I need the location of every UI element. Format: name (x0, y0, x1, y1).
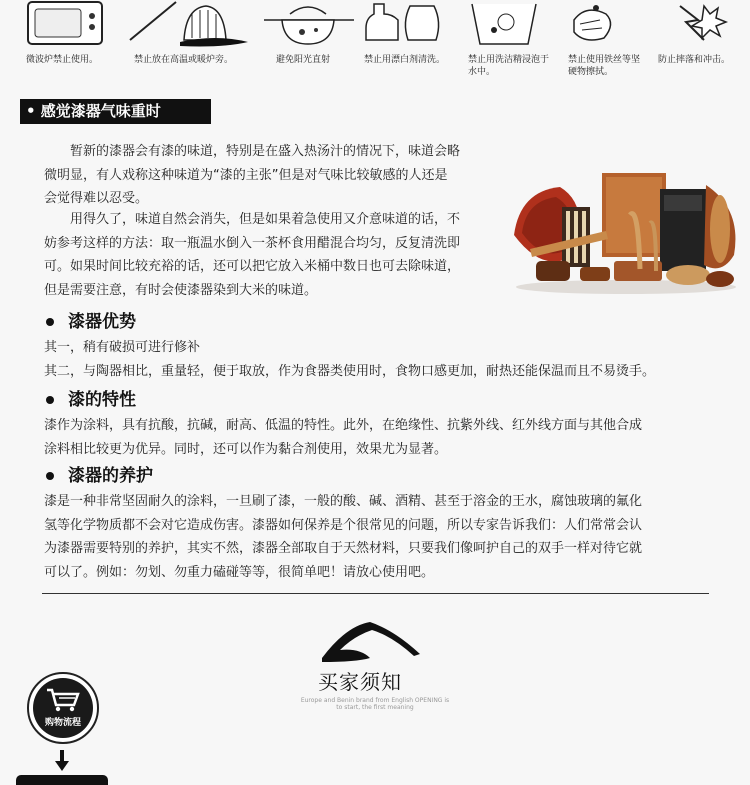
care-caption-line: 禁止使用铁丝等坚 (568, 55, 641, 65)
paragraph-line: 其一，稍有破损可进行修补 (44, 340, 201, 355)
oven-icon (126, 0, 252, 52)
next-step-bar (16, 775, 108, 785)
steel-wool-icon (566, 0, 656, 52)
paragraph-line: 暂新的漆器会有漆的味道，特别是在盛入热汤汁的情况下，味道会略 (44, 144, 461, 159)
section-heading (46, 310, 136, 334)
impact-icon (658, 0, 750, 52)
lacquerware-photo (510, 165, 742, 295)
paragraph-line: 用得久了，味道自然会消失，但是如果着急使用又介意味道的话，不 (44, 212, 461, 227)
smell-paragraph-2 (44, 208, 506, 302)
bullet-dot (46, 396, 54, 404)
mountain-logo-icon (318, 618, 422, 668)
microwave-icon (18, 0, 108, 52)
section-body (44, 414, 724, 461)
care-caption-line: 微波炉禁止使用。 (26, 55, 99, 65)
paragraph-line: 涂料相比较更为优异。同时，还可以作为黏合剂使用，效果尤为显著。 (44, 441, 448, 457)
care-caption-line: 禁止用漂白剂清洗。 (364, 55, 446, 65)
notice-subtitle-line: to start, the first meaning (336, 704, 414, 711)
paragraph-line: 氢等化学物质都不会对它造成伤害。漆器如何保养是个很常见的问题，所以专家告诉我们：人们常常会认 (44, 517, 643, 533)
smell-paragraph-1 (44, 140, 506, 211)
paragraph-line: 可。如果时间比较充裕的话，还可以把它放入米桶中数日也可去除味道， (44, 259, 461, 274)
paragraph-line: 为漆器需要特别的养护，其实不然，漆器全部取自于天然材料，只要我们像呵护自己的双手一样对待它就 (44, 541, 643, 556)
shopping-flow-badge[interactable] (27, 672, 99, 744)
paragraph-line: 漆是一种非常坚固耐久的涂料，一旦刷了漆，一般的酸、碱、酒精、甚至于溶金的王水，腐蚀玻璃的氟化 (44, 494, 643, 509)
section-title-bar: • 感觉漆器气味重时 (20, 99, 211, 124)
care-caption-line: 防止摔落和冲击。 (658, 55, 731, 65)
bullet-dot (46, 472, 54, 480)
paragraph-line: 其二，与陶器相比，重量轻，便于取放，作为食器类使用时，食物口感更加，耐热还能保温而且不易烫手。 (44, 363, 656, 379)
section-body (44, 490, 724, 584)
sunlight-icon (262, 0, 358, 52)
divider (42, 593, 709, 594)
care-caption-line: 硬物擦拭。 (568, 67, 614, 77)
section-heading (46, 388, 136, 412)
notice-title: 买家须知 (318, 670, 402, 694)
paragraph-line: 漆作为涂料，具有抗酸，抗碱，耐高、低温的特性。此外，在绝缘性、抗紫外线、红外线方面与其他合成 (44, 418, 643, 433)
notice-subtitle (276, 697, 474, 711)
flow-badge-label: 购物流程 (44, 718, 81, 728)
section-heading-text: 漆器优势 (68, 312, 136, 332)
care-icons-strip (0, 0, 750, 92)
bleach-bottle-icon (362, 0, 452, 52)
paragraph-line: 会觉得难以忍受。 (44, 191, 149, 206)
section-heading-text: 漆的特性 (68, 390, 136, 410)
paragraph-line: 可以了。例如：勿划、勿重力磕碰等等，很简单吧！请放心使用吧。 (44, 564, 435, 580)
section-heading (46, 464, 153, 488)
care-caption-line: 禁止放在高温或暖炉旁。 (134, 55, 234, 65)
paragraph-line: 微明显，有人戏称这种味道为“漆的主张”但是对气味比较敏感的人还是 (44, 167, 448, 183)
notice-subtitle-line: Europe and Benin brand from English OPENING is (300, 697, 450, 704)
shopping-cart-icon (33, 678, 93, 714)
care-caption-line: 避免阳光直射 (276, 55, 331, 65)
section-heading-text: 漆器的养护 (68, 466, 153, 486)
section-body (44, 336, 724, 383)
paragraph-line: 但是需要注意，有时会使漆器染到大米的味道。 (44, 282, 318, 298)
bullet-dot (46, 318, 54, 326)
care-caption-line: 禁止用洗洁精浸泡于 (468, 55, 550, 65)
detergent-soak-icon (466, 0, 556, 52)
arrow-down-icon (54, 750, 70, 772)
paragraph-line: 妨参考这样的方法：取一瓶温水倒入一茶杯食用醋混合均匀，反复清洗即 (44, 235, 461, 251)
care-caption-line: 水中。 (468, 67, 496, 77)
